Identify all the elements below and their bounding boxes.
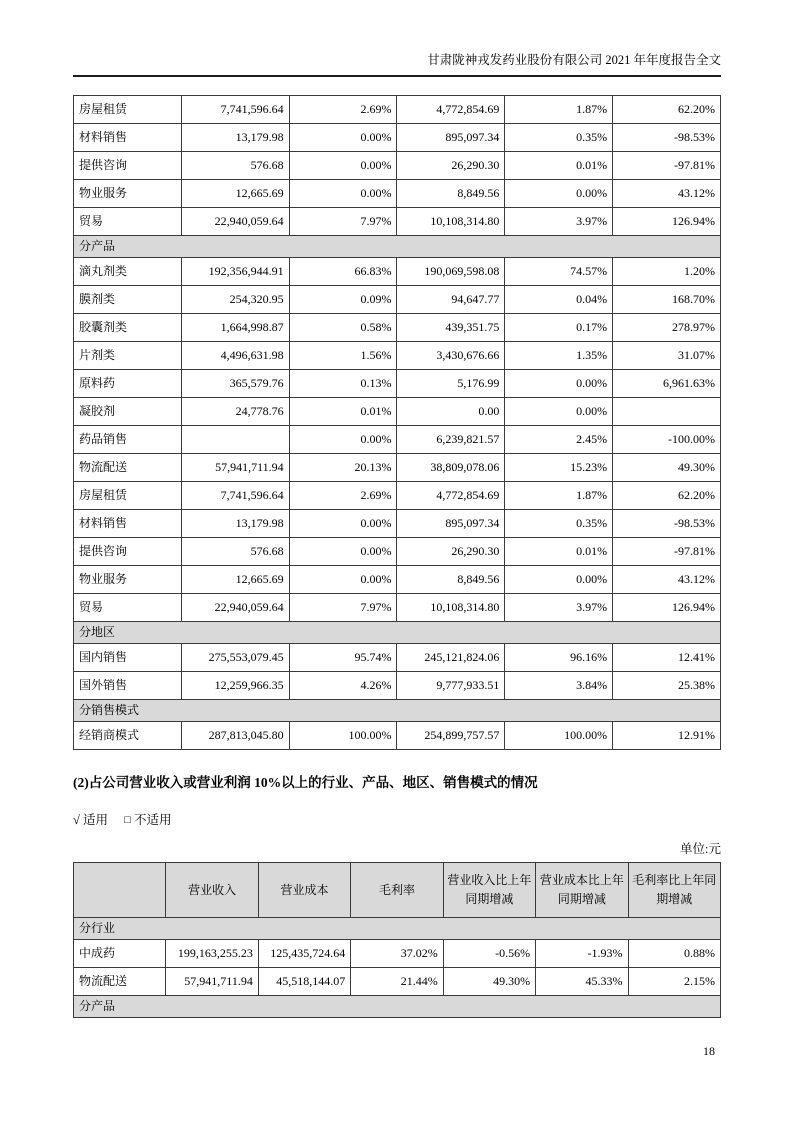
not-applicable-label: 不适用	[134, 813, 172, 827]
row-label-cell: 物流配送	[74, 454, 182, 482]
value-cell: 7,741,596.64	[181, 482, 289, 510]
value-cell: 12,665.69	[181, 180, 289, 208]
value-cell: 0.58%	[289, 314, 397, 342]
table-row	[74, 426, 721, 454]
value-cell: 13,179.98	[181, 124, 289, 152]
value-cell: 22,940,059.64	[181, 594, 289, 622]
value-cell: 6,961.63%	[613, 370, 721, 398]
value-cell: 365,579.76	[181, 370, 289, 398]
checkbox-icon: □	[124, 814, 131, 826]
value-cell: 100.00%	[505, 722, 613, 750]
value-cell: 2.45%	[505, 426, 613, 454]
row-label-cell: 经销商模式	[74, 722, 182, 750]
table-header-row	[74, 863, 721, 918]
value-cell: 245,121,824.06	[397, 644, 505, 672]
value-cell: 0.35%	[505, 510, 613, 538]
value-cell: 8,849.56	[397, 180, 505, 208]
row-label-cell: 物业服务	[74, 180, 182, 208]
section-label: 分地区	[74, 622, 721, 644]
section-row	[74, 236, 721, 258]
value-cell: 49.30%	[613, 454, 721, 482]
value-cell: 0.17%	[505, 314, 613, 342]
section-label: 分产品	[74, 236, 721, 258]
value-cell: 9,777,933.51	[397, 672, 505, 700]
table-row	[74, 594, 721, 622]
value-cell: 2.69%	[289, 482, 397, 510]
check-icon: √	[73, 813, 80, 827]
value-cell: 0.09%	[289, 286, 397, 314]
value-cell: -100.00%	[613, 426, 721, 454]
row-label-cell: 凝胶剂	[74, 398, 182, 426]
value-cell: 190,069,598.08	[397, 258, 505, 286]
value-cell: 199,163,255.23	[166, 940, 258, 968]
value-cell: 254,320.95	[181, 286, 289, 314]
value-cell: 7.97%	[289, 208, 397, 236]
row-label-cell: 房屋租赁	[74, 482, 182, 510]
value-cell: 100.00%	[289, 722, 397, 750]
row-label-cell: 片剂类	[74, 342, 182, 370]
row-label-cell: 物流配送	[74, 968, 166, 996]
value-cell: 6,239,821.57	[397, 426, 505, 454]
row-label-cell: 药品销售	[74, 426, 182, 454]
value-cell: 0.00%	[289, 510, 397, 538]
value-cell: -98.53%	[613, 510, 721, 538]
table-row	[74, 968, 721, 996]
value-cell: 26,290.30	[397, 152, 505, 180]
column-header: 毛利率	[351, 863, 443, 918]
row-label-cell: 中成药	[74, 940, 166, 968]
value-cell: 439,351.75	[397, 314, 505, 342]
value-cell: 0.13%	[289, 370, 397, 398]
value-cell: 1.87%	[505, 96, 613, 124]
value-cell: 45,518,144.07	[258, 968, 350, 996]
value-cell: 0.00%	[505, 398, 613, 426]
row-label-cell: 原料药	[74, 370, 182, 398]
value-cell: 4,772,854.69	[397, 482, 505, 510]
value-cell: 192,356,944.91	[181, 258, 289, 286]
revenue-breakdown-table	[73, 95, 721, 750]
row-label-cell: 国内销售	[74, 644, 182, 672]
row-label-cell: 贸易	[74, 594, 182, 622]
table-row	[74, 96, 721, 124]
row-label-cell: 物业服务	[74, 566, 182, 594]
value-cell: 895,097.34	[397, 124, 505, 152]
value-cell: -97.81%	[613, 152, 721, 180]
section-label: 分销售模式	[74, 700, 721, 722]
value-cell: 74.57%	[505, 258, 613, 286]
value-cell: -97.81%	[613, 538, 721, 566]
value-cell: 0.01%	[505, 538, 613, 566]
value-cell: 287,813,045.80	[181, 722, 289, 750]
value-cell: -0.56%	[443, 940, 535, 968]
value-cell: 0.01%	[505, 152, 613, 180]
section-label: 分行业	[74, 918, 721, 940]
value-cell: 24,778.76	[181, 398, 289, 426]
value-cell: 278.97%	[613, 314, 721, 342]
table-row	[74, 286, 721, 314]
value-cell: 0.00%	[289, 180, 397, 208]
value-cell: 1.20%	[613, 258, 721, 286]
value-cell	[181, 426, 289, 454]
value-cell: 576.68	[181, 538, 289, 566]
row-label-cell: 提供咨询	[74, 538, 182, 566]
value-cell: 25.38%	[613, 672, 721, 700]
table-row	[74, 672, 721, 700]
value-cell: 2.69%	[289, 96, 397, 124]
value-cell: 95.74%	[289, 644, 397, 672]
value-cell: 125,435,724.64	[258, 940, 350, 968]
value-cell: 12.91%	[613, 722, 721, 750]
applicable-line	[73, 812, 721, 829]
table-row	[74, 722, 721, 750]
row-label-cell: 国外销售	[74, 672, 182, 700]
value-cell: 0.00%	[289, 152, 397, 180]
value-cell: 1.56%	[289, 342, 397, 370]
value-cell: 275,553,079.45	[181, 644, 289, 672]
value-cell: 126.94%	[613, 594, 721, 622]
value-cell: 31.07%	[613, 342, 721, 370]
value-cell: 2.15%	[628, 968, 720, 996]
row-label-cell: 提供咨询	[74, 152, 182, 180]
value-cell: 12,259,966.35	[181, 672, 289, 700]
section-row	[74, 700, 721, 722]
table-row	[74, 510, 721, 538]
value-cell: 126.94%	[613, 208, 721, 236]
row-label-cell: 材料销售	[74, 124, 182, 152]
section-row	[74, 918, 721, 940]
major-segment-table	[73, 862, 721, 1018]
value-cell: 1.87%	[505, 482, 613, 510]
value-cell: 62.20%	[613, 96, 721, 124]
value-cell: 21.44%	[351, 968, 443, 996]
value-cell: -1.93%	[536, 940, 628, 968]
value-cell: 0.00%	[289, 124, 397, 152]
value-cell: 10,108,314.80	[397, 594, 505, 622]
value-cell: 0.35%	[505, 124, 613, 152]
section-heading: (2)占公司营业收入或营业利润 10%以上的行业、产品、地区、销售模式的情况	[73, 775, 538, 790]
row-label-cell: 房屋租赁	[74, 96, 182, 124]
value-cell: 57,941,711.94	[166, 968, 258, 996]
value-cell: 0.00%	[289, 426, 397, 454]
column-header: 营业收入	[166, 863, 258, 918]
applicable-label: 适用	[83, 813, 109, 827]
table-row	[74, 370, 721, 398]
value-cell: 3.97%	[505, 208, 613, 236]
section-row	[74, 996, 721, 1018]
table-row	[74, 482, 721, 510]
table-row	[74, 258, 721, 286]
table-row	[74, 398, 721, 426]
value-cell: 12,665.69	[181, 566, 289, 594]
row-label-cell: 滴丸剂类	[74, 258, 182, 286]
row-label-cell: 胶囊剂类	[74, 314, 182, 342]
value-cell: 22,940,059.64	[181, 208, 289, 236]
value-cell: 895,097.34	[397, 510, 505, 538]
value-cell: 0.88%	[628, 940, 720, 968]
table-row	[74, 644, 721, 672]
value-cell: 20.13%	[289, 454, 397, 482]
value-cell: 0.00%	[505, 370, 613, 398]
table-row	[74, 180, 721, 208]
table-row	[74, 208, 721, 236]
column-header: 营业成本比上年同期增减	[536, 863, 628, 918]
value-cell: 0.01%	[289, 398, 397, 426]
page-number: 18	[703, 1044, 715, 1058]
value-cell: 254,899,757.57	[397, 722, 505, 750]
value-cell	[613, 398, 721, 426]
value-cell: 168.70%	[613, 286, 721, 314]
value-cell: 5,176.99	[397, 370, 505, 398]
column-header: 毛利率比上年同期增减	[628, 863, 720, 918]
table-row	[74, 314, 721, 342]
value-cell: 0.04%	[505, 286, 613, 314]
table-row	[74, 454, 721, 482]
value-cell: 37.02%	[351, 940, 443, 968]
value-cell: 3,430,676.66	[397, 342, 505, 370]
value-cell: 576.68	[181, 152, 289, 180]
value-cell: 38,809,078.06	[397, 454, 505, 482]
value-cell: 7.97%	[289, 594, 397, 622]
value-cell: 3.97%	[505, 594, 613, 622]
value-cell: 43.12%	[613, 180, 721, 208]
column-header	[74, 863, 166, 918]
value-cell: 4,772,854.69	[397, 96, 505, 124]
table-row	[74, 538, 721, 566]
value-cell: 57,941,711.94	[181, 454, 289, 482]
value-cell: 1,664,998.87	[181, 314, 289, 342]
value-cell: 66.83%	[289, 258, 397, 286]
table-row	[74, 940, 721, 968]
column-header: 营业成本	[258, 863, 350, 918]
value-cell: 96.16%	[505, 644, 613, 672]
value-cell: 4.26%	[289, 672, 397, 700]
value-cell: 62.20%	[613, 482, 721, 510]
table-row	[74, 566, 721, 594]
value-cell: 45.33%	[536, 968, 628, 996]
value-cell: 8,849.56	[397, 566, 505, 594]
section-row	[74, 622, 721, 644]
table-row	[74, 152, 721, 180]
value-cell: 12.41%	[613, 644, 721, 672]
unit-label: 单位:元	[680, 842, 721, 856]
row-label-cell: 膜剂类	[74, 286, 182, 314]
value-cell: 0.00%	[505, 566, 613, 594]
value-cell: 0.00%	[289, 566, 397, 594]
table-row	[74, 124, 721, 152]
row-label-cell: 材料销售	[74, 510, 182, 538]
column-header: 营业收入比上年同期增减	[443, 863, 535, 918]
table-row	[74, 342, 721, 370]
value-cell: 4,496,631.98	[181, 342, 289, 370]
value-cell: 10,108,314.80	[397, 208, 505, 236]
value-cell: 26,290.30	[397, 538, 505, 566]
value-cell: 13,179.98	[181, 510, 289, 538]
value-cell: 94,647.77	[397, 286, 505, 314]
value-cell: 0.00%	[289, 538, 397, 566]
value-cell: 15.23%	[505, 454, 613, 482]
row-label-cell: 贸易	[74, 208, 182, 236]
report-header-title: 甘肃陇神戎发药业股份有限公司 2021 年年度报告全文	[73, 52, 721, 77]
value-cell: 3.84%	[505, 672, 613, 700]
value-cell: 0.00%	[505, 180, 613, 208]
value-cell: 49.30%	[443, 968, 535, 996]
value-cell: 7,741,596.64	[181, 96, 289, 124]
value-cell: 0.00	[397, 398, 505, 426]
section-label: 分产品	[74, 996, 721, 1018]
value-cell: 1.35%	[505, 342, 613, 370]
value-cell: -98.53%	[613, 124, 721, 152]
value-cell: 43.12%	[613, 566, 721, 594]
